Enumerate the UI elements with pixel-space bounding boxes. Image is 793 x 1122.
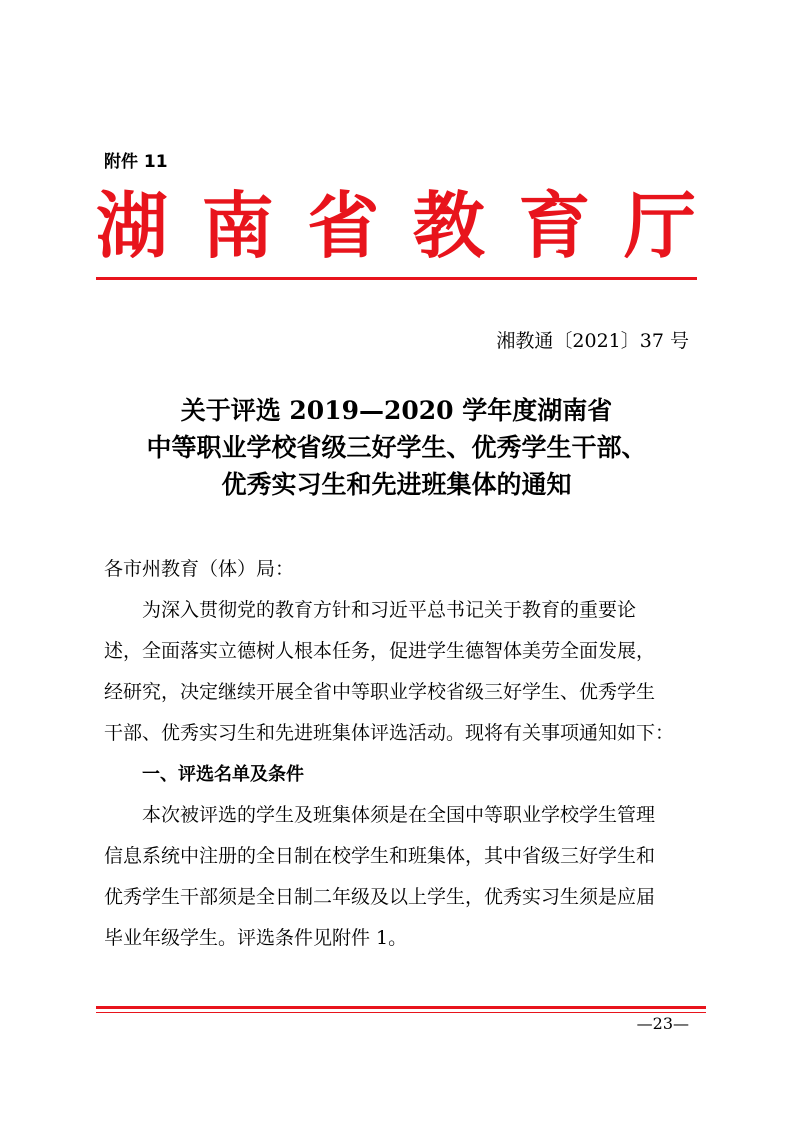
- paragraph-line: 述，全面落实立德树人根本任务，促进学生德智体美劳全面发展，: [104, 640, 656, 662]
- org-header: [96, 184, 696, 268]
- org-header-char: 厅: [623, 184, 696, 268]
- paragraph-line: 本次被评选的学生及班集体须是在全国中等职业学校学生管理: [142, 804, 656, 826]
- org-header-char: 省: [307, 184, 380, 268]
- paragraph-line: 经研究，决定继续开展全省中等职业学校省级三好学生、优秀学生: [104, 681, 656, 703]
- title-line: 关于评选 2019—2020 学年度湖南省: [180, 396, 613, 425]
- org-header-char: 南: [201, 184, 274, 268]
- document-title: [96, 392, 697, 503]
- paragraph-line: 信息系统中注册的全日制在校学生和班集体，其中省级三好学生和: [104, 845, 656, 867]
- paragraph-line: 毕业年级学生。评选条件见附件 1。: [104, 927, 408, 949]
- section-heading: 一、评选名单及条件: [142, 764, 304, 785]
- paragraph-line: 为深入贯彻党的教育方针和习近平总书记关于教育的重要论: [142, 599, 637, 621]
- org-header-char: 育: [518, 184, 591, 268]
- org-header-char: 湖: [96, 184, 169, 268]
- title-line: 中等职业学校省级三好学生、优秀学生干部、: [146, 433, 647, 462]
- footer-divider-thick: [96, 1006, 706, 1009]
- header-divider: [96, 277, 697, 280]
- document-body: [104, 549, 689, 959]
- footer-divider-thin: [96, 1012, 706, 1013]
- salutation: 各市州教育（体）局：: [104, 558, 295, 580]
- page-number: —23—: [636, 1014, 689, 1033]
- attachment-label: 附件 11: [104, 152, 168, 172]
- paragraph-line: 干部、优秀实习生和先进班集体评选活动。现将有关事项通知如下：: [104, 722, 675, 744]
- title-line: 优秀实习生和先进班集体的通知: [221, 470, 572, 499]
- org-header-char: 教: [412, 184, 485, 268]
- paragraph-line: 优秀学生干部须是全日制二年级及以上学生，优秀实习生须是应届: [104, 886, 656, 908]
- document-number: 湘教通〔2021〕37 号: [496, 330, 689, 352]
